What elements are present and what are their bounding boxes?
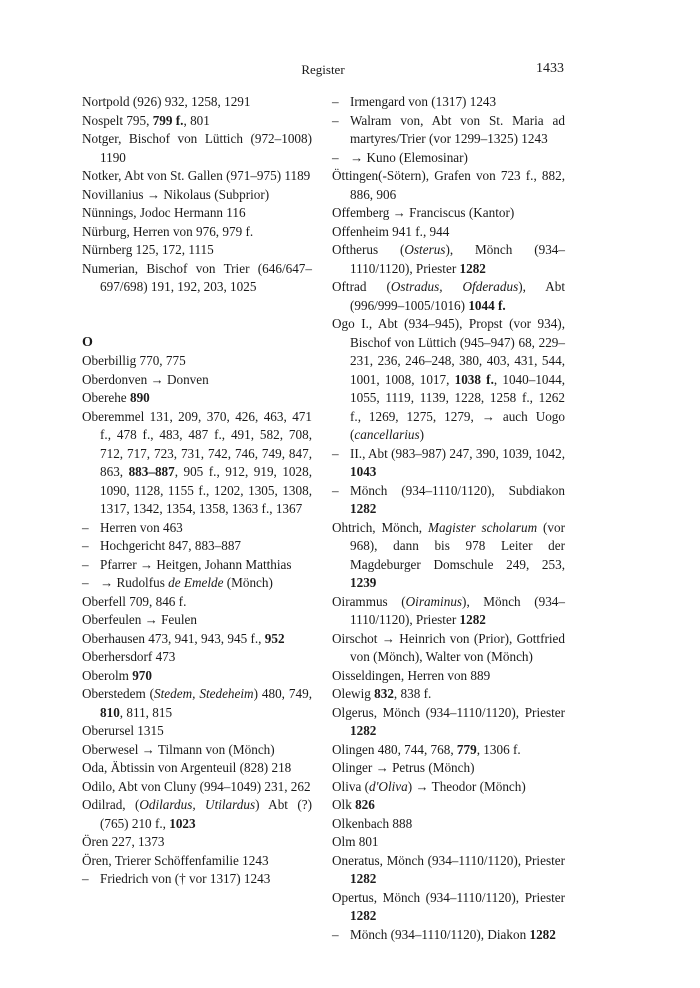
index-subentry: – Pfarrer → Heitgen, Johann Matthias (82, 556, 312, 575)
index-entry: Ören, Trierer Schöffenfamilie 1243 (82, 852, 269, 868)
page-number: 1433 (536, 61, 564, 76)
index-entry: Olk 826 (332, 797, 375, 812)
index-entry: Ohtrich, Mönch, Magister scholarum (vor 968), dann bis 978 Leiter der Magdeburger Domschule 249, 253, 1239 (332, 519, 565, 590)
index-entry: Ogo I., Abt (934–945), Propst (vor 934), Bischof von Lüttich (945–947) 68, 229–231, 236, 246–248, 380, 403, 431, 544, 1001, 1008, 1017, 1038 f., 1040–1044, 1055, 1119, 1139, 1228, 1258 f., 1262 f., 1269, 1275, 1279, → auch Uogo (cancellarius) (332, 316, 566, 442)
index-entry: Notger, Bischof von Lüttich (972–1008) 1190 (82, 131, 312, 165)
index-subentry: – → Rudolfus de Emelde (Mönch) (82, 574, 312, 593)
index-entry: Novillanius → Nikolaus (Subprior) (82, 186, 270, 202)
index-subentry: – Hochgericht 847, 883–887 (82, 537, 312, 556)
index-entry: Öttingen(-Sötern), Grafen von 723 f., 882, 886, 906 (332, 168, 565, 202)
index-entry: Olinger → Petrus (Mönch) (332, 760, 475, 775)
index-entry: Oberbillig 770, 775 (82, 353, 186, 368)
index-entry: Oberwesel → Tilmann von (Mönch) (82, 741, 275, 757)
index-entry: Oftrad (Ostradus, Ofderadus), Abt (996/999–1005/1016) 1044 f. (332, 279, 565, 313)
index-entry: Olkenbach 888 (332, 815, 413, 831)
index-entry: Nürnberg 125, 172, 1115 (82, 242, 214, 257)
index-entry: Oliva (d'Oliva) → Theodor (Mönch) (332, 778, 526, 794)
index-subentry: – Herren von 463 (82, 519, 312, 538)
index-entry: Nünnings, Jodoc Hermann 116 (82, 205, 246, 220)
index-entry: Olingen 480, 744, 768, 779, 1306 f. (332, 741, 521, 757)
index-subentry: – → Kuno (Elemosinar) (332, 149, 565, 168)
index-entry: Olm 801 (332, 834, 379, 849)
index-entry: Oberehe 890 (82, 390, 150, 405)
index-entry: Oberemmel 131, 209, 370, 426, 463, 471 f., 478 f., 483, 487 f., 491, 582, 708, 712, 717, 723, 731, 742, 746, 749, 847, 863, 883–887, 905 f., 912, 919, 1028, 1090, 1128, 1155 f., 1202, 1305, 1308, 1317, 1342, 1354, 1358, 1363 f., 1367 (82, 408, 312, 516)
index-entry: Offemberg → Franciscus (Kantor) (332, 205, 515, 220)
section-letter: O (82, 334, 93, 350)
index-column-left (82, 93, 312, 889)
index-subentry: – Irmengard von (1317) 1243 (332, 93, 565, 112)
index-entry: Opertus, Mönch (934–1110/1120), Priester 1282 (332, 889, 565, 923)
index-column-right (332, 93, 565, 944)
index-entry: Oberfeulen → Feulen (82, 612, 197, 627)
index-entry: Oberhausen 473, 941, 943, 945 f., 952 (82, 630, 285, 646)
index-subentry: – Friedrich von († vor 1317) 1243 (82, 870, 312, 889)
index-entry: Odilo, Abt von Cluny (994–1049) 231, 262 (82, 778, 311, 794)
index-entry: Oberolm 970 (82, 667, 152, 683)
index-entry: Oneratus, Mönch (934–1110/1120), Priester 1282 (332, 852, 565, 886)
running-title: Register (301, 62, 345, 77)
running-header (82, 62, 564, 80)
index-entry: Oberursel 1315 (82, 723, 164, 738)
index-entry: Oberdonven → Donven (82, 371, 209, 387)
index-entry: Nortpold (926) 932, 1258, 1291 (82, 94, 251, 109)
index-entry: Notker, Abt von St. Gallen (971–975) 1189 (82, 168, 311, 183)
index-entry: Oftherus (Osterus), Mönch (934–1110/1120), Priester 1282 (332, 242, 565, 276)
index-subentry: – Walram von, Abt von St. Maria ad martyres/Trier (vor 1299–1325) 1243 (332, 112, 565, 149)
index-subentry: – Mönch (934–1110/1120), Diakon 1282 (332, 926, 565, 945)
index-entry: Oirschot → Heinrich von (Prior), Gottfried von (Mönch), Walter von (Mönch) (332, 630, 565, 664)
index-entry: Nürburg, Herren von 976, 979 f. (82, 223, 254, 239)
index-entry: Oberhersdorf 473 (82, 649, 176, 664)
index-entry: Olgerus, Mönch (934–1110/1120), Priester 1282 (332, 704, 565, 738)
index-entry: Oda, Äbtissin von Argenteuil (828) 218 (82, 760, 292, 775)
index-entry: Oberfell 709, 846 f. (82, 593, 187, 609)
index-entry: Odilrad, (Odilardus, Utilardus) Abt (?) (765) 210 f., 1023 (82, 797, 312, 831)
index-entry: Offenheim 941 f., 944 (332, 223, 450, 239)
index-entry: Oisseldingen, Herren von 889 (332, 667, 491, 683)
index-entry: Ören 227, 1373 (82, 834, 165, 849)
index-entry: Oberstedem (Stedem, Stedeheim) 480, 749, 810, 811, 815 (82, 686, 312, 720)
index-entry: Olewig 832, 838 f. (332, 686, 432, 701)
index-entry: Numerian, Bischof von Trier (646/647–697/698) 191, 192, 203, 1025 (82, 260, 312, 294)
index-entry: Nospelt 795, 799 f., 801 (82, 112, 210, 128)
section-gap (82, 297, 312, 334)
index-subentry: – Mönch (934–1110/1120), Subdiakon 1282 (332, 482, 565, 519)
index-entry: Oirammus (Oiraminus), Mönch (934–1110/1120), Priester 1282 (332, 593, 565, 627)
index-subentry: – II., Abt (983–987) 247, 390, 1039, 1042, 1043 (332, 445, 565, 482)
